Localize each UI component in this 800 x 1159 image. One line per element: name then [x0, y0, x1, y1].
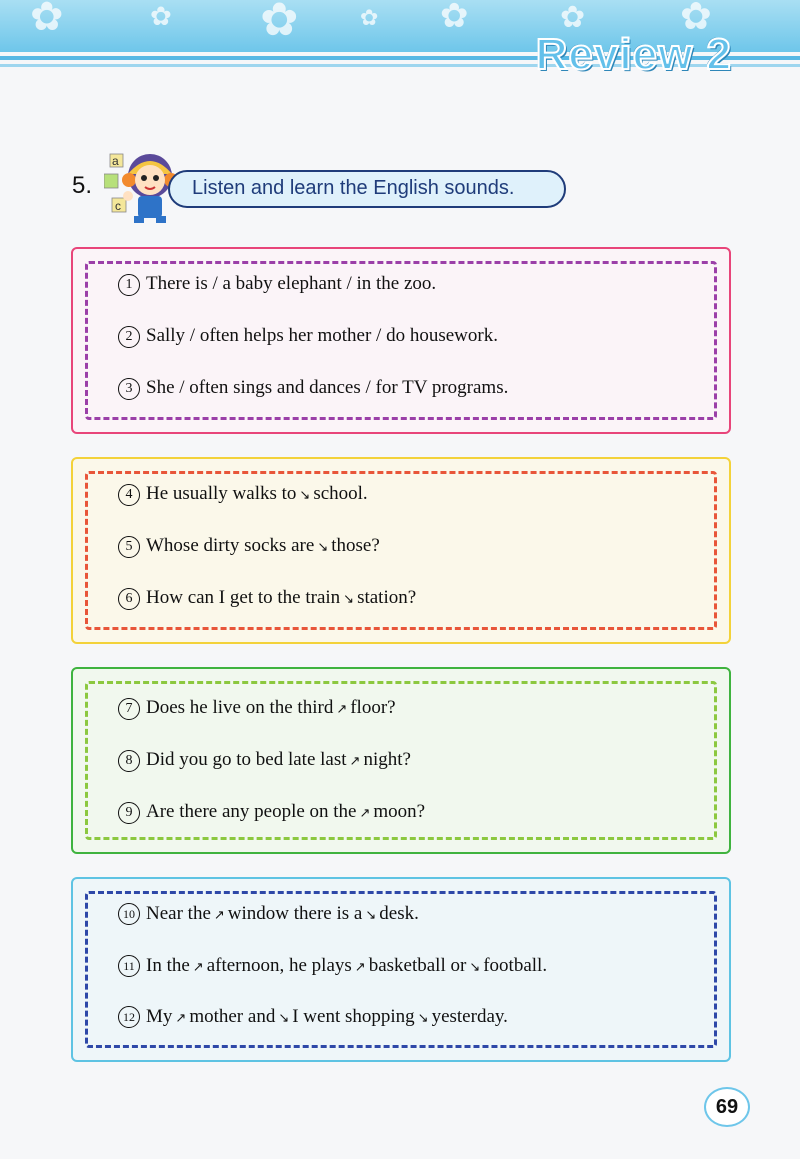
sentence-text: Sally / often helps her mother / do housework.: [146, 325, 498, 346]
sentence-text: There is / a baby elephant / in the zoo.: [146, 273, 437, 294]
sentence-text: afternoon, he plays: [206, 955, 352, 976]
falling-intonation-icon: ↘: [317, 540, 329, 555]
rising-intonation-icon: ↗: [213, 908, 225, 923]
sentence-text: Are there any people on the: [146, 801, 357, 822]
sentence-number: 4: [118, 484, 140, 506]
sentence-number: 2: [118, 326, 140, 348]
sentence-number: 11: [118, 955, 140, 977]
sentence-11: [118, 955, 547, 977]
instruction-text: Listen and learn the English sounds.: [192, 177, 515, 199]
flower-icon: ✿: [360, 6, 379, 31]
sentence-text: football.: [483, 955, 548, 976]
falling-intonation-icon: ↘: [417, 1011, 429, 1026]
sentence-number: 5: [118, 536, 140, 558]
sentence-text: In the: [146, 955, 190, 976]
sentence-text: night?: [363, 749, 411, 770]
section-number: 5.: [72, 172, 93, 199]
sentence-text: mother and: [189, 1006, 276, 1027]
sentence-text: Near the: [146, 903, 211, 924]
flower-icon: ✿: [150, 2, 172, 32]
sentence-text: school.: [313, 483, 368, 504]
sentence-text: moon?: [373, 801, 426, 822]
rising-intonation-icon: ↗: [336, 702, 348, 717]
flower-icon: ✿: [680, 0, 712, 38]
rising-intonation-icon: ↗: [349, 754, 361, 769]
sentence-number: 6: [118, 588, 140, 610]
falling-intonation-icon: ↘: [365, 908, 377, 923]
block-label-a: a: [112, 154, 119, 168]
sentence-text: Did you go to bed late last: [146, 749, 347, 770]
sentence-text: window there is a: [227, 903, 363, 924]
sentence-number: 12: [118, 1006, 140, 1028]
sentence-8: [118, 749, 411, 772]
sentence-text: Does he live on the third: [146, 697, 334, 718]
rising-intonation-icon: ↗: [192, 960, 204, 975]
sentence-text: My: [146, 1006, 173, 1027]
sentence-text: I went shopping: [292, 1006, 415, 1027]
block-label-c: c: [115, 199, 121, 213]
sentence-6: [118, 587, 416, 610]
falling-intonation-icon: ↘: [278, 1011, 290, 1026]
sentence-1: [118, 273, 436, 296]
sentence-text: He usually walks to: [146, 483, 297, 504]
sentence-text: station?: [357, 587, 417, 608]
sentence-number: 9: [118, 802, 140, 824]
falling-intonation-icon: ↘: [469, 960, 481, 975]
sentence-number: 3: [118, 378, 140, 400]
sentence-9: [118, 801, 425, 824]
sentence-4: [118, 483, 368, 506]
sentence-2: [118, 325, 498, 348]
rising-intonation-icon: ↗: [175, 1011, 187, 1026]
flower-icon: ✿: [260, 0, 299, 46]
sentence-10: [118, 903, 419, 925]
falling-intonation-icon: ↘: [343, 592, 355, 607]
sentence-number: 10: [118, 903, 140, 925]
sentence-3: [118, 377, 508, 400]
sentence-text: basketball or: [368, 955, 467, 976]
sentence-text: floor?: [350, 697, 396, 718]
sentence-text: desk.: [379, 903, 419, 924]
sentence-text: How can I get to the train: [146, 587, 341, 608]
sentence-text: yesterday.: [431, 1006, 508, 1027]
rising-intonation-icon: ↗: [359, 806, 371, 821]
sentence-12: [118, 1006, 508, 1028]
sentence-number: 1: [118, 274, 140, 296]
falling-intonation-icon: ↘: [299, 488, 311, 503]
rising-intonation-icon: ↗: [354, 960, 366, 975]
flower-icon: ✿: [560, 0, 586, 35]
sentence-text: Whose dirty socks are: [146, 535, 315, 556]
flower-icon: ✿: [440, 0, 469, 36]
sentence-number: 8: [118, 750, 140, 772]
page-title: Review 2: [535, 30, 732, 79]
sentence-text: those?: [331, 535, 380, 556]
flower-icon: ✿: [30, 0, 64, 40]
sentence-text: She / often sings and dances / for TV programs.: [146, 377, 509, 398]
sentence-number: 7: [118, 698, 140, 720]
sentence-5: [118, 535, 380, 558]
sentence-7: [118, 697, 396, 720]
page-number: 69: [715, 1096, 739, 1118]
